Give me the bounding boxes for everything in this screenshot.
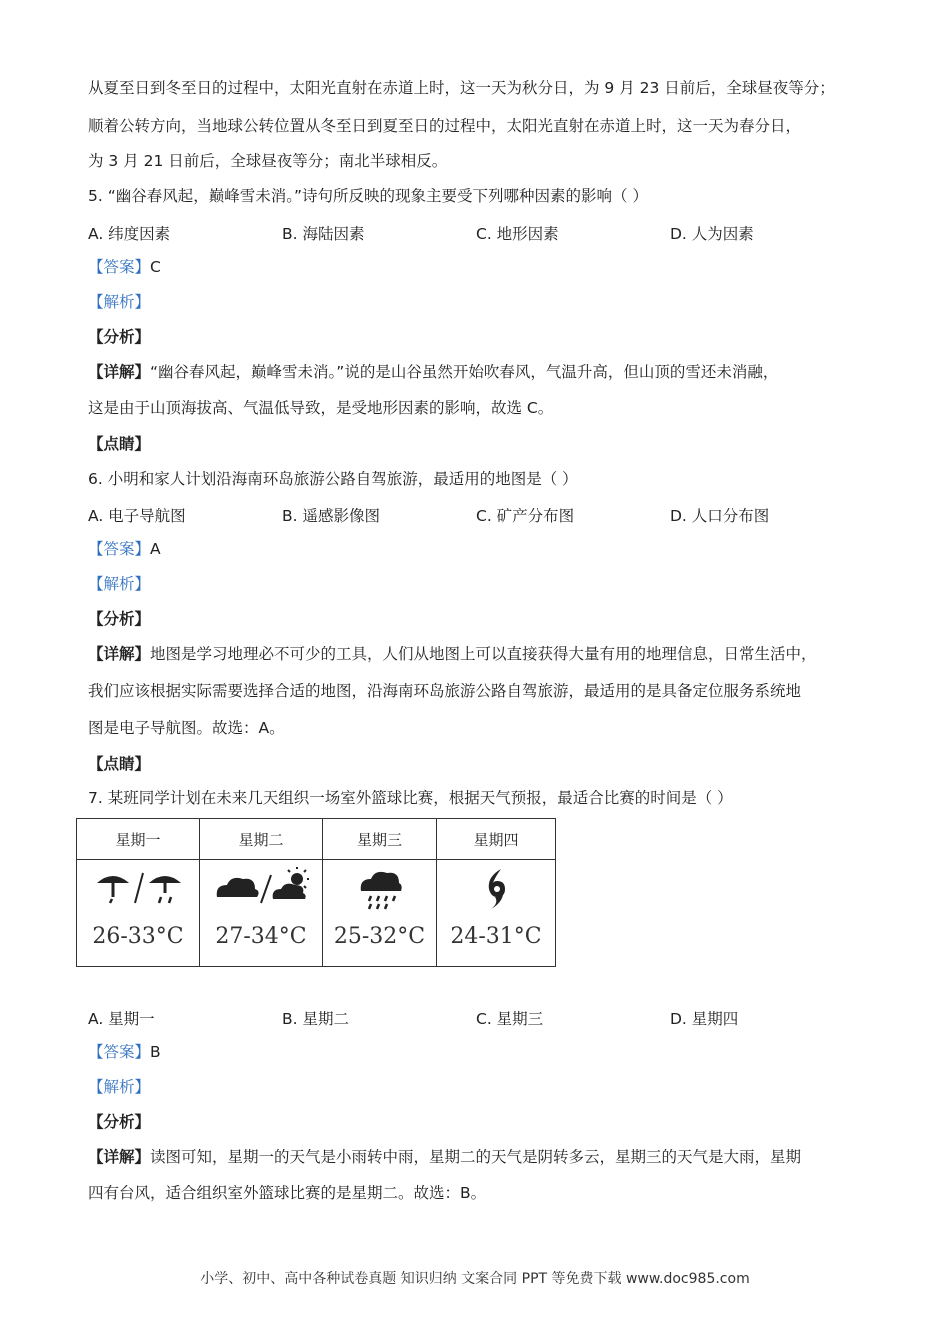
typhoon-icon	[437, 860, 555, 918]
q5-detail-text-1: “幽谷春风起，巅峰雪未消。”说的是山谷虽然开始吹春风，气温升高，但山顶的雪还未消融，	[150, 363, 779, 381]
q7-question: 7. 某班同学计划在未来几天组织一场室外篮球比赛，根据天气预报，最适合比赛的时间是（ ）	[88, 789, 733, 807]
q7-option-b: B. 星期二	[282, 1010, 349, 1028]
q6-fenxi: 【分析】	[88, 610, 151, 628]
temp-tuesday: 27-34°C	[215, 924, 307, 949]
q6-detail-line-2: 我们应该根据实际需要选择合适的地图，沿海南环岛旅游公路自驾旅游，最适用的是具备定位服务系统地	[88, 682, 802, 700]
q6-answer: A	[150, 540, 161, 558]
intro-line-1: 从夏至日到冬至日的过程中，太阳光直射在赤道上时，这一天为秋分日，为 9 月 23 日前后，全球昼夜等分；	[88, 79, 835, 97]
day-monday: 星期一	[77, 819, 200, 860]
q6-dianjing: 【点睛】	[88, 755, 151, 773]
q7-answer-line	[88, 1042, 161, 1062]
q6-option-b: B. 遥感影像图	[282, 507, 380, 525]
q5-option-c: C. 地形因素	[476, 225, 559, 243]
q5-answer-tag: 【答案】	[88, 258, 151, 276]
temp-thursday: 24-31°C	[450, 924, 542, 949]
temp-wednesday: 25-32°C	[333, 924, 426, 949]
q7-jiexi: 【解析】	[88, 1078, 151, 1096]
page-footer: 小学、初中、高中各种试卷真题 知识归纳 文案合同 PPT 等免费下载 www.doc985.com	[200, 1271, 750, 1287]
q5-detail-line-2: 这是由于山顶海拔高、气温低导致，是受地形因素的影响，故选 C。	[88, 399, 554, 417]
weather-cell-tuesday	[200, 860, 323, 967]
q6-answer-line	[88, 539, 161, 559]
q5-question: 5. “幽谷春风起，巅峰雪未消。”诗句所反映的现象主要受下列哪种因素的影响（ ）	[88, 187, 648, 205]
q6-answer-tag: 【答案】	[88, 540, 151, 558]
q6-detail-line-3: 图是电子导航图。故选：A。	[88, 719, 285, 737]
q7-answer-tag: 【答案】	[88, 1043, 151, 1061]
q7-option-c: C. 星期三	[476, 1010, 544, 1028]
q6-option-c: C. 矿产分布图	[476, 507, 575, 525]
q5-detail-line-1	[88, 362, 778, 382]
light-rain-to-moderate-rain-icon	[77, 860, 199, 918]
weather-cell-thursday	[437, 860, 556, 967]
day-wednesday: 星期三	[323, 819, 437, 860]
q5-option-d: D. 人为因素	[670, 225, 754, 243]
q6-option-d: D. 人口分布图	[670, 507, 770, 525]
q7-detail-text-1: 读图可知，星期一的天气是小雨转中雨，星期二的天气是阴转多云，星期三的天气是大雨，星期	[150, 1148, 802, 1166]
temp-monday: 26-33°C	[92, 924, 184, 949]
q7-fenxi: 【分析】	[88, 1113, 151, 1131]
q6-question: 6. 小明和家人计划沿海南环岛旅游公路自驾旅游，最适用的地图是（ ）	[88, 470, 578, 488]
day-thursday: 星期四	[437, 819, 556, 860]
q6-detail-line-1	[88, 644, 817, 664]
q6-option-a: A. 电子导航图	[88, 507, 186, 525]
weather-cell-monday	[77, 860, 200, 967]
weather-cell-wednesday	[323, 860, 437, 967]
q5-answer-line	[88, 257, 161, 277]
q5-option-b: B. 海陆因素	[282, 225, 365, 243]
q5-option-a: A. 纬度因素	[88, 225, 171, 243]
q5-dianjing: 【点睛】	[88, 435, 151, 453]
overcast-to-cloudy-icon	[200, 860, 322, 918]
q7-answer: B	[150, 1043, 161, 1061]
q7-option-a: A. 星期一	[88, 1010, 155, 1028]
q6-detail-text-1: 地图是学习地理必不可少的工具，人们从地图上可以直接获得大量有用的地理信息，日常生活中，	[150, 645, 817, 663]
q7-detail-line-1	[88, 1147, 801, 1167]
weather-forecast-table	[76, 818, 556, 967]
q5-answer: C	[150, 258, 161, 276]
q5-detail-tag: 【详解】	[88, 363, 151, 381]
q6-detail-tag: 【详解】	[88, 645, 151, 663]
q7-detail-tag: 【详解】	[88, 1148, 151, 1166]
heavy-rain-icon	[323, 860, 436, 918]
intro-line-2: 顺着公转方向，当地球公转位置从冬至日到夏至日的过程中，太阳光直射在赤道上时，这一天为春分日，	[88, 117, 802, 135]
q5-jiexi: 【解析】	[88, 293, 151, 311]
day-tuesday: 星期二	[200, 819, 323, 860]
intro-line-3: 为 3 月 21 日前后，全球昼夜等分；南北半球相反。	[88, 152, 448, 170]
q7-detail-line-2: 四有台风，适合组织室外篮球比赛的是星期二。故选：B。	[88, 1184, 487, 1202]
q6-jiexi: 【解析】	[88, 575, 151, 593]
q5-fenxi: 【分析】	[88, 328, 151, 346]
q7-option-d: D. 星期四	[670, 1010, 739, 1028]
